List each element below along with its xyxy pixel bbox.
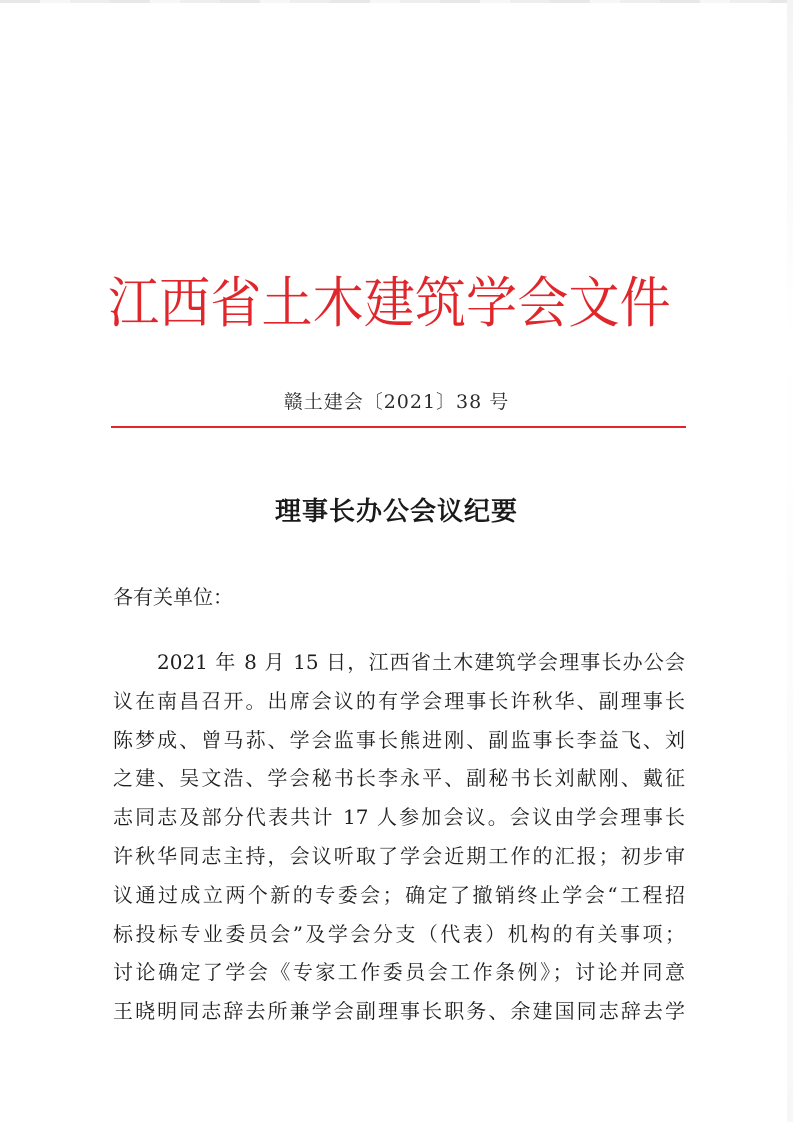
body-line: 王晓明同志辞去所兼学会副理事长职务、余建国同志辞去学 [113,999,685,1024]
body-line: 之建、吴文浩、学会秘书长李永平、副秘书长刘献刚、戴征 [113,766,685,791]
body-line: 议通过成立两个新的专委会；确定了撤销终止学会“工程招 [113,882,685,907]
body-line: 陈梦成、曾马荪、学会监事长熊进刚、副监事长李益飞、刘 [113,727,685,752]
scan-edge-artifact [0,0,793,3]
meeting-minutes-title: 理事长办公会议纪要 [274,497,518,527]
body-line: 2021 年 8 月 15 日，江西省土木建筑学会理事长办公会 [157,650,685,674]
document-header-title: 江西省土木建筑学会文件 [108,271,671,335]
body-line: 志同志及部分代表共计 17 人参加会议。会议由学会理事长 [113,805,685,830]
salutation: 各有关单位： [113,585,233,609]
document-number: 赣土建会〔2021〕38 号 [283,391,510,413]
body-paragraph [113,643,685,1031]
body-line: 标投标专业委员会”及学会分支（代表）机构的有关事项； [113,921,685,946]
red-divider-line [111,426,686,428]
body-line: 议在南昌召开。出席会议的有学会理事长许秋华、副理事长 [113,688,685,713]
body-line: 许秋华同志主持，会议听取了学会近期工作的汇报；初步审 [113,843,685,868]
body-line: 讨论确定了学会《专家工作委员会工作条例》；讨论并同意 [113,960,685,985]
scan-edge-right-artifact [787,0,793,1122]
